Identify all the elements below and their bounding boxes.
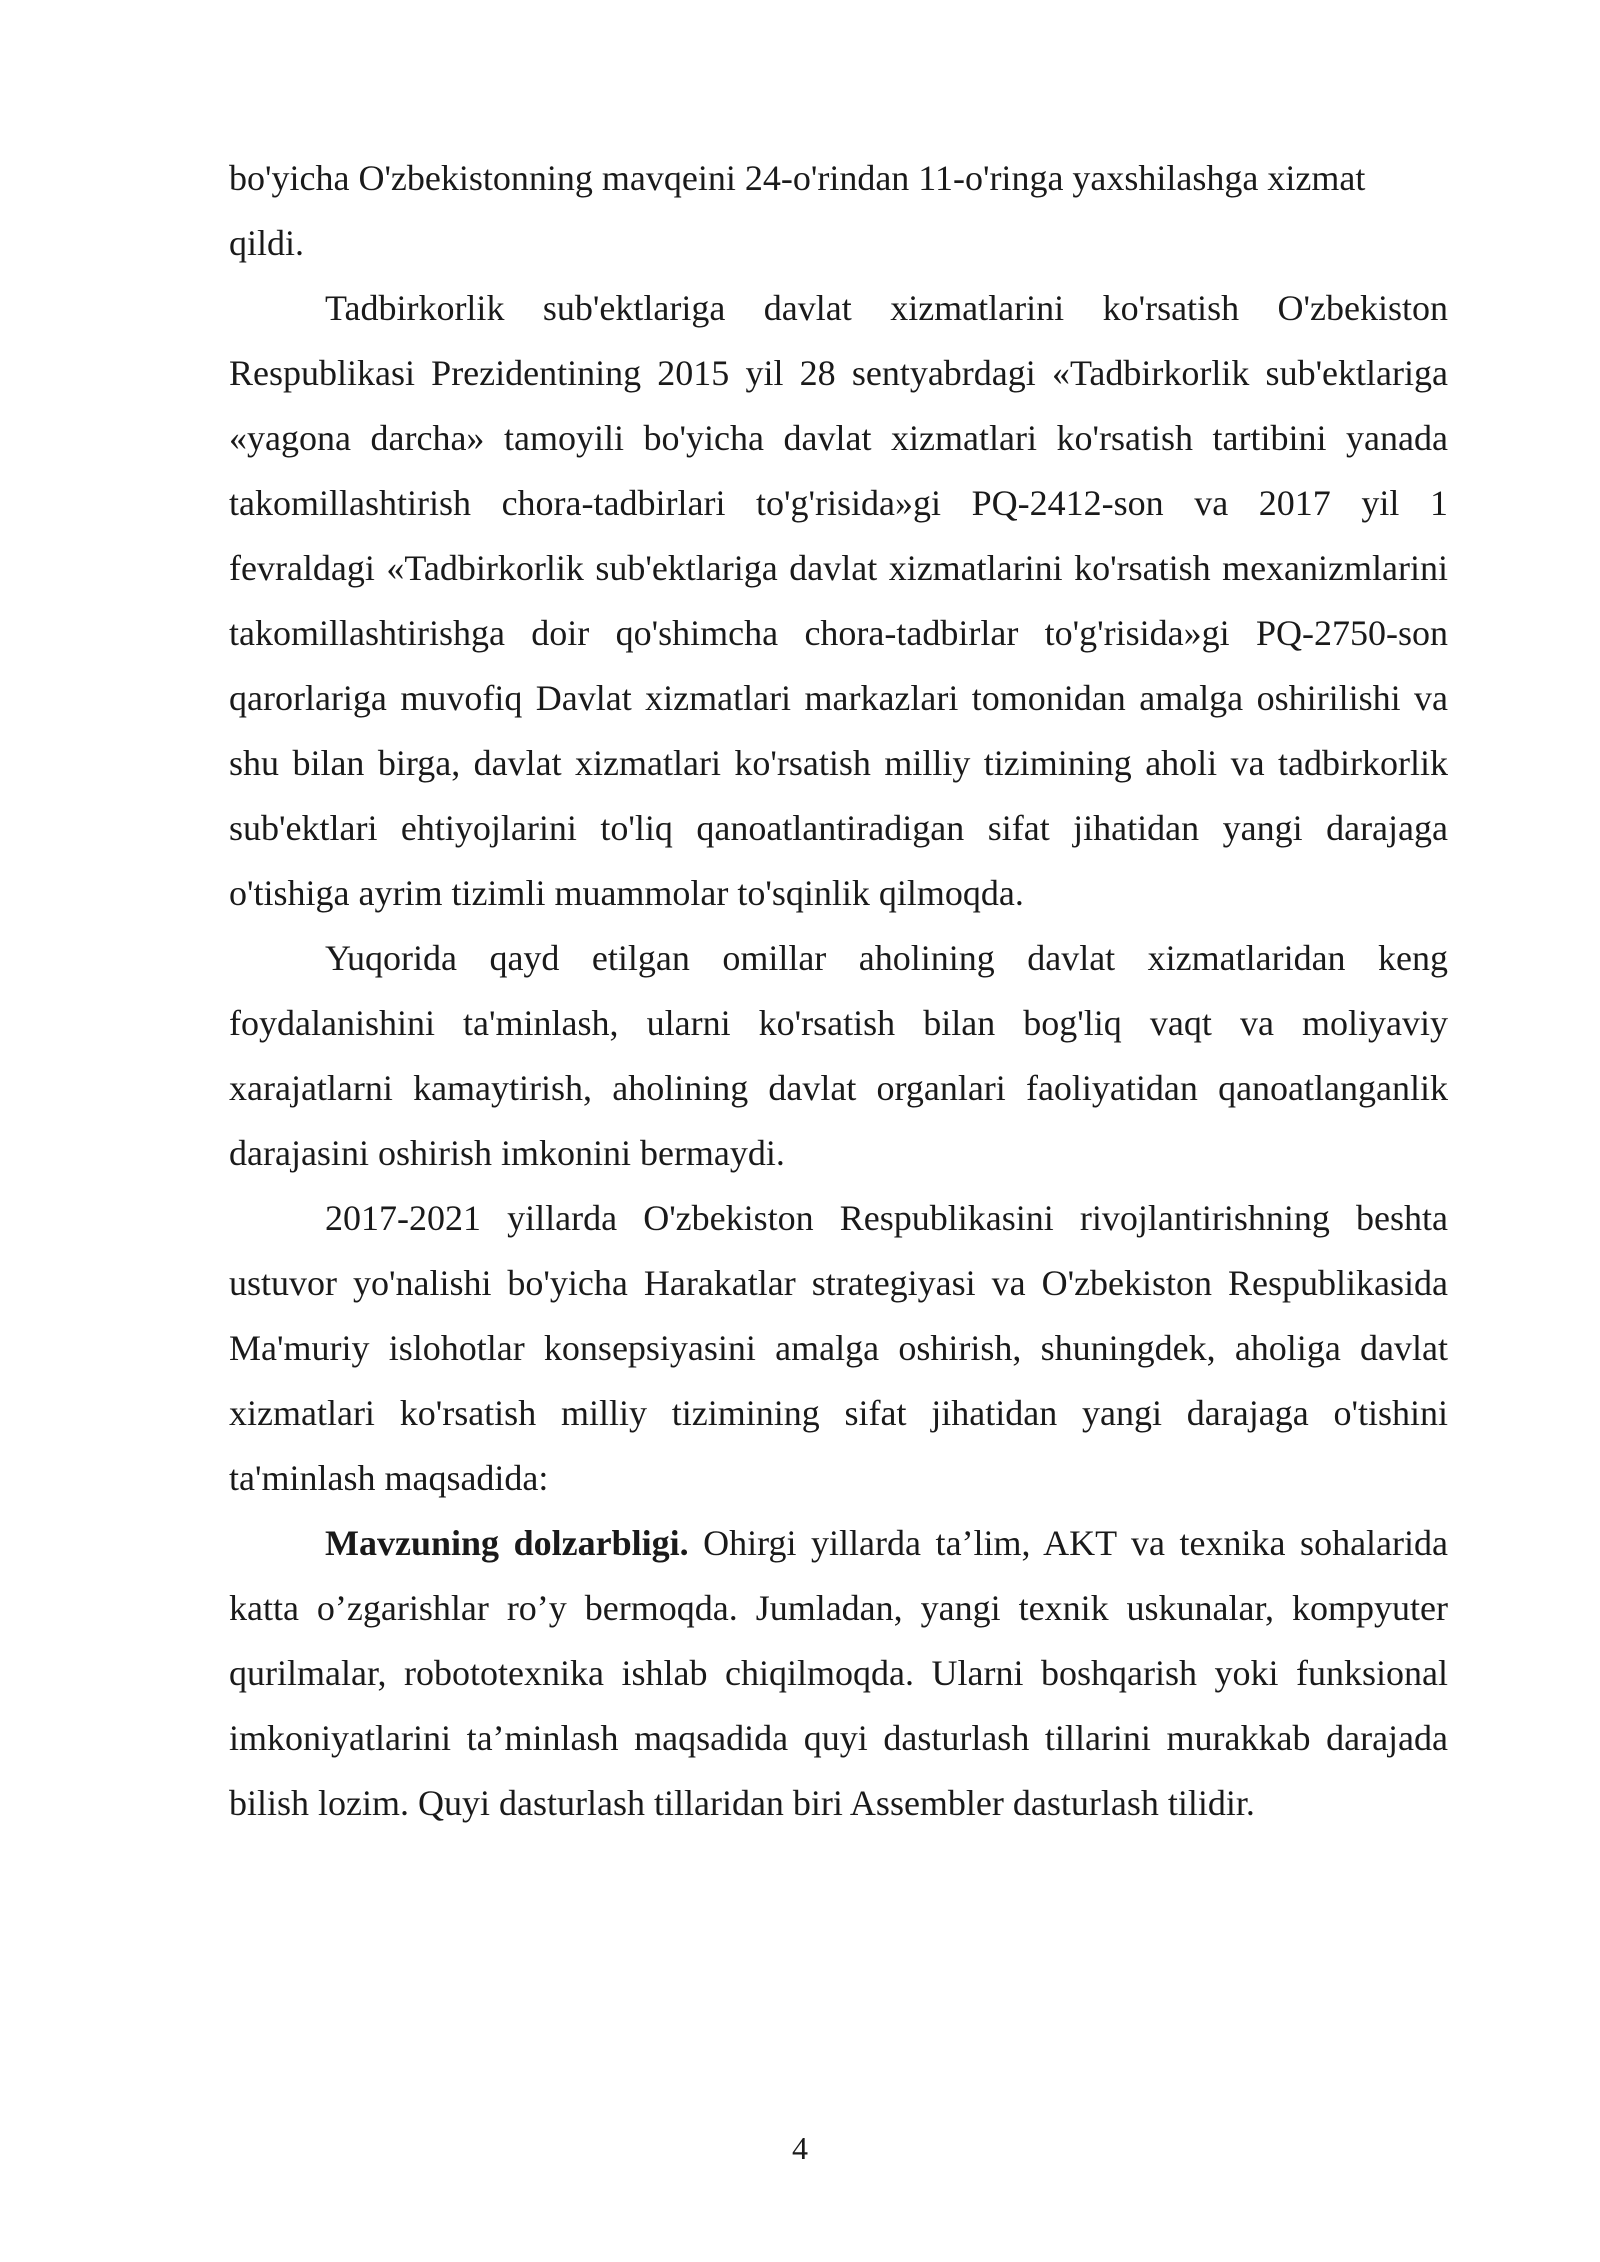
paragraph-continuation: bo'yicha O'zbekistonning mavqeini 24-o'rindan 11-o'ringa yaxshilashga xizmat qildi. (229, 158, 1366, 263)
paragraph-services-decree: Tadbirkorlik sub'ektlariga davlat xizmatlarini ko'rsatish O'zbekiston Respublikasi Prezidentining 2015 yil 28 sentyabrdagi «Tadbirkorlik sub'ektlariga «yagona darcha» tamoyili bo'yicha davlat xizmatlari ko'rsatish tartibini yanada takomillashtirish chora-tadbirlari to'g'risida»gi PQ-2412-son va 2017 yil 1 fevraldagi «Tadbirkorlik sub'ektlariga davlat xizmatlarini ko'rsatish mexanizmlarini takomillashtirishga doir qo'shimcha chora-tadbirlar to'g'risida»gi PQ-2750-son qarorlariga muvofiq Davlat xizmatlari markazlari tomonidan amalga oshirilishi va shu bilan birga, davlat xizmatlari ko'rsatish milliy tizimining aholi va tadbirkorlik sub'ektlari ehtiyojlarini to'liq qanoatlantiradigan sifat jihatidan yangi darajaga o'tishiga ayrim tizimli muammolar to'sqinlik qilmoqda. (229, 288, 1448, 913)
paragraph-factors: Yuqorida qayd etilgan omillar aholining davlat xizmatlaridan keng foydalanishini ta'minlash, ularni ko'rsatish bilan bog'liq vaqt va moliyaviy xarajatlarni kamaytirish, aholining davlat organlari faoliyatidan qanoatlanganlik darajasini oshirish imkonini bermaydi. (229, 938, 1448, 1173)
paragraph-strategy: 2017-2021 yillarda O'zbekiston Respublikasini rivojlantirishning beshta ustuvor yo'nalishi bo'yicha Harakatlar strategiyasi va O'zbekiston Respublikasida Ma'muriy islohotlar konsepsiyasini amalga oshirish, shuningdek, aholiga davlat xizmatlari ko'rsatish milliy tizimining sifat jihatidan yangi darajaga o'tishini ta'minlash maqsadida: (229, 1198, 1448, 1498)
paragraph-relevance (229, 1511, 1448, 1836)
document-body (229, 146, 1448, 1836)
page-number: 4 (792, 2130, 808, 2166)
relevance-heading: Mavzuning dolzarbligi. (325, 1523, 689, 1563)
relevance-text: Ohirgi yillarda ta’lim, AKT va texnika sohalarida katta o’zgarishlar ro’y bermoqda. Jumladan, yangi texnik uskunalar, kompyuter qurilmalar, robototexnika ishlab chiqilmoqda. Ularni boshqarish yoki funksional imkoniyatlarini ta’minlash maqsadida quyi dasturlash tillarini murakkab darajada bilish lozim. Quyi dasturlash tillaridan biri Assembler dasturlash tilidir. (229, 1523, 1448, 1823)
